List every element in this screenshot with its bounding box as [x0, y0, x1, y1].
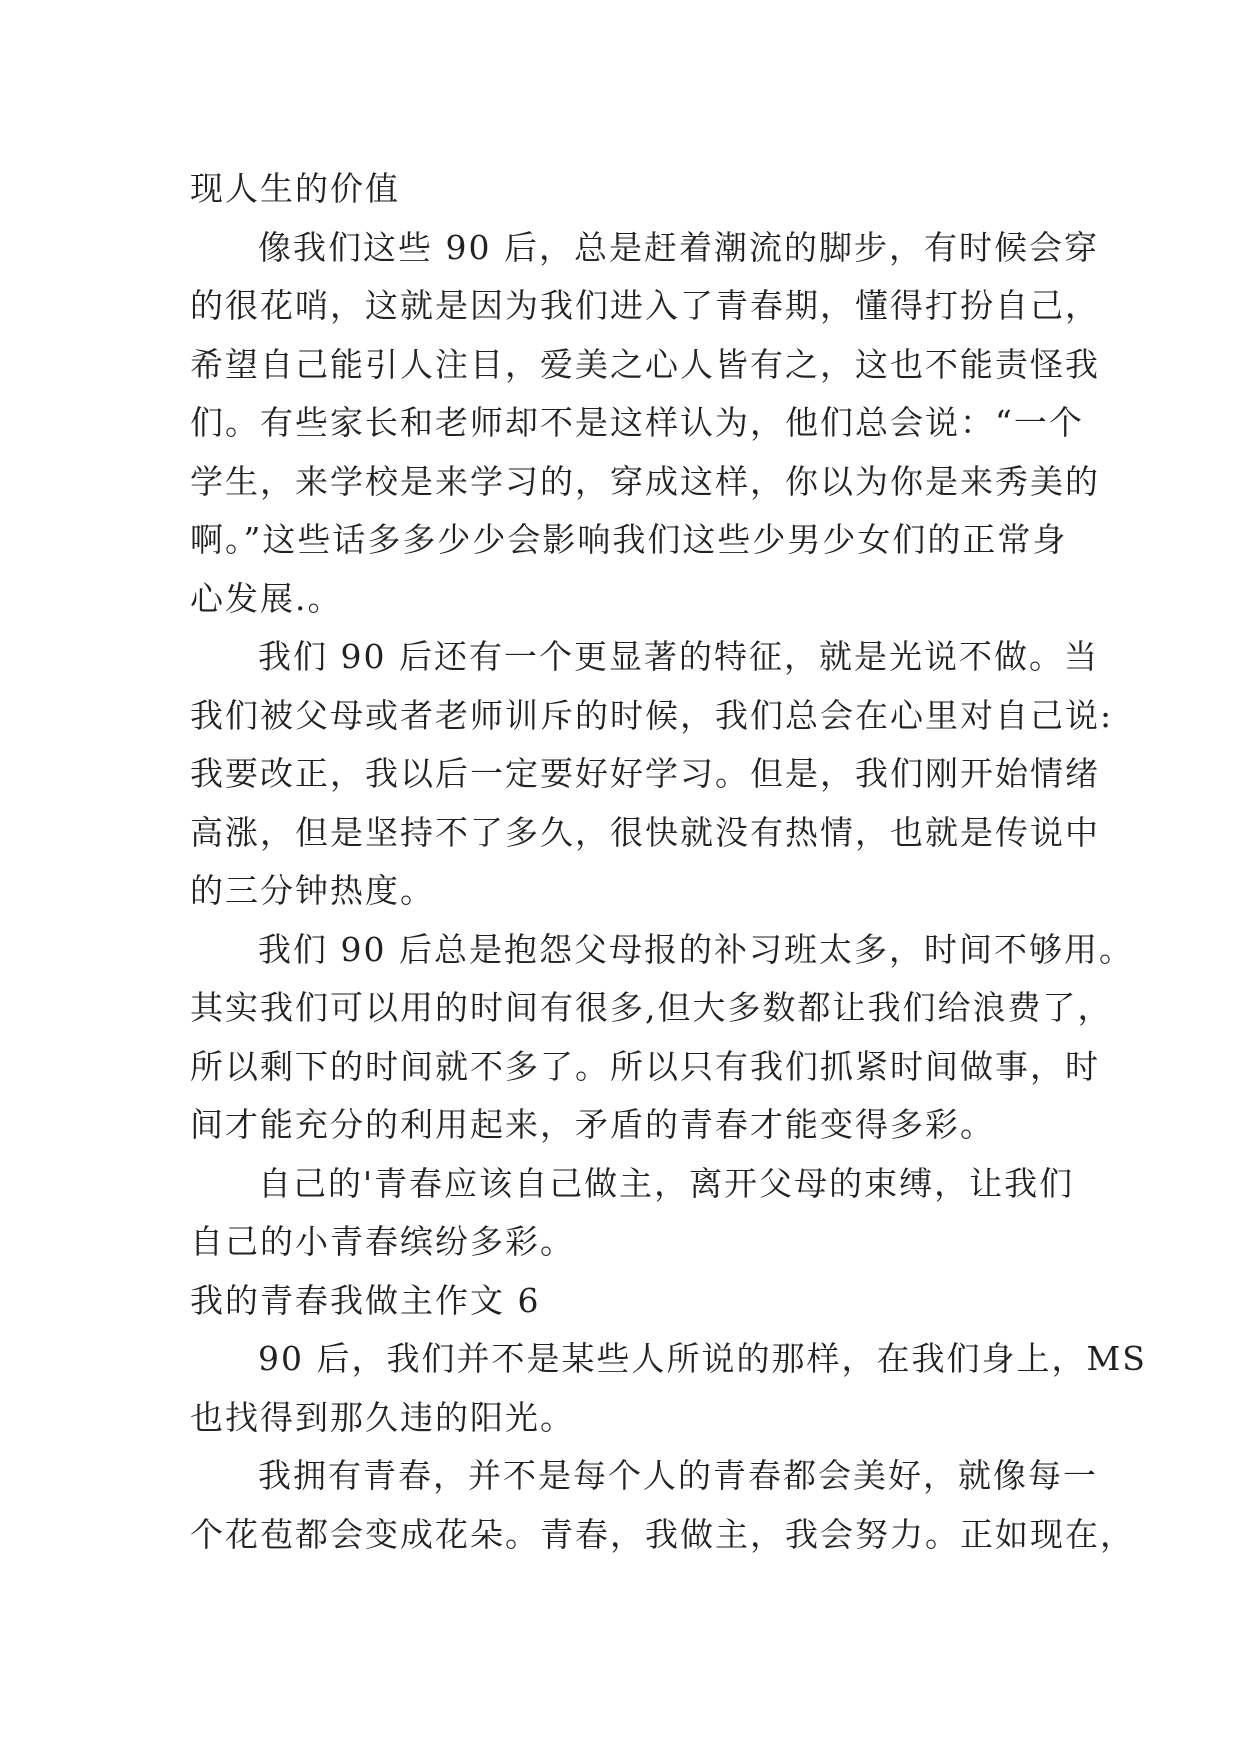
text-line: 间才能充分的利用起来，矛盾的青春才能变得多彩。 — [190, 1105, 995, 1144]
text-line: 学生，来学校是来学习的，穿成这样，你以为你是来秀美的 — [190, 461, 1100, 501]
text-line: 也找得到那久违的阳光。 — [190, 1397, 575, 1437]
text-line: 心发展.。 — [190, 578, 343, 618]
text-line: 高涨，但是坚持不了多久，很快就没有热情，也就是传说中 — [190, 812, 1100, 852]
document-body — [190, 160, 1147, 1564]
text-line: 我们 90 后总是抱怨父母报的补习班太多，时间不够用。 — [258, 929, 1134, 969]
text-line: 个花苞都会变成花朵。青春，我做主，我会努力。正如现在， — [190, 1514, 1135, 1554]
text-line: 现人生的价值 — [190, 169, 400, 208]
text-line: 啊。”这些话多多少少会影响我们这些少男少女们的正常身 — [190, 520, 1068, 559]
text-line: 所以剩下的时间就不多了。所以只有我们抓紧时间做事，时 — [190, 1046, 1100, 1086]
text-line: 其实我们可以用的时间有很多,但大多数都让我们给浪费了， — [190, 988, 1113, 1027]
text-line: 我拥有青春，并不是每个人的青春都会美好，就像每一 — [258, 1456, 1098, 1495]
text-line: 自己的小青春缤纷多彩。 — [190, 1222, 575, 1261]
text-line: 我的青春我做主作文 6 — [190, 1280, 541, 1320]
text-line: 自己的'青春应该自己做主，离开父母的束缚，让我们 — [258, 1163, 1075, 1203]
text-line: 的很花哨，这就是因为我们进入了青春期，懂得打扮自己， — [190, 286, 1100, 325]
text-line: 希望自己能引人注目，爱美之心人皆有之，这也不能责怪我 — [190, 344, 1100, 384]
text-line: 我们 90 后还有一个更显著的特征，就是光说不做。当 — [258, 637, 1099, 676]
text-line: 们。有些家长和老师却不是这样认为，他们总会说：“一个 — [190, 403, 1084, 442]
text-line: 我要改正，我以后一定要好好学习。但是，我们刚开始情绪 — [190, 754, 1100, 793]
text-line: 像我们这些 90 后，总是赶着潮流的脚步，有时候会穿 — [258, 227, 1099, 267]
text-line: 90 后，我们并不是某些人所说的那样，在我们身上，MS — [258, 1339, 1147, 1378]
text-line: 的三分钟热度。 — [190, 871, 435, 910]
text-line: 我们被父母或者老师训斥的时候，我们总会在心里对自己说: — [190, 695, 1114, 735]
